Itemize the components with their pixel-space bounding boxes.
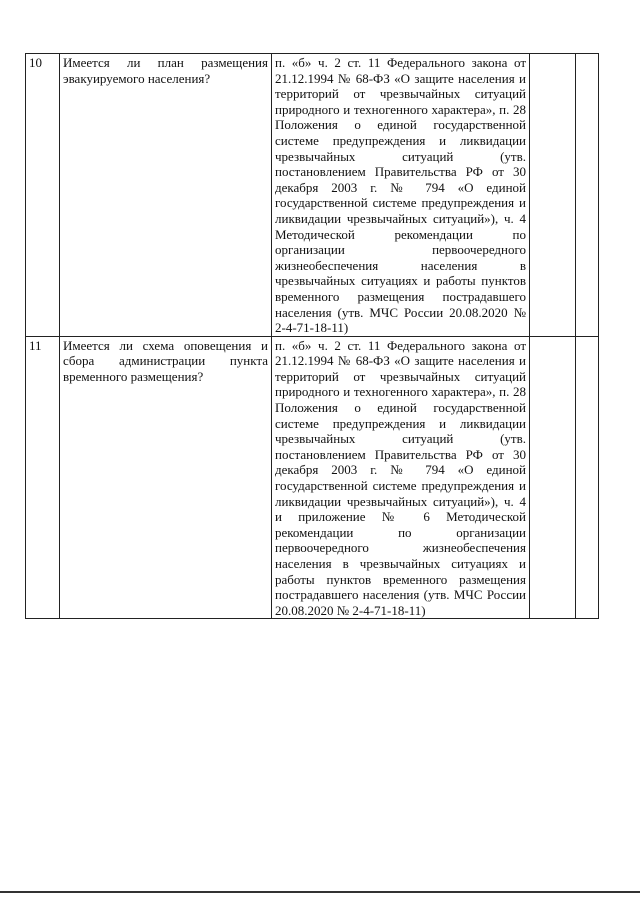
- table-row: [26, 54, 599, 337]
- question-text: Имеется ли план размещения эвакуируемого населения?: [60, 54, 272, 337]
- row-number: 10: [26, 54, 60, 337]
- page-bottom-rule: [0, 891, 640, 893]
- checklist-table: [25, 53, 599, 619]
- answer-yes-cell[interactable]: [530, 336, 576, 619]
- answer-no-cell[interactable]: [576, 336, 599, 619]
- legal-basis-text: п. «б» ч. 2 ст. 11 Федерального закона от 21.12.1994 № 68-ФЗ «О защите населения и территорий от чрезвычайных ситуаций природного и техногенного характера», п. 28 Положения о единой государственной системе предупреждения и ликвидации чрезвычайных ситуаций (утв. постановлением Правительства РФ от 30 декабря 2003 г. № 794 «О единой государственной системе предупреждения и ликвидации чрезвычайных ситуаций»), ч. 4 и приложение № 6 Методической рекомендации по организации первоочередного жизнеобеспечения населения в чрезвычайных ситуациях и работы пунктов временного размещения пострадавшего населения (утв. МЧС России 20.08.2020 № 2-4-71-18-11): [272, 336, 530, 619]
- row-number: 11: [26, 336, 60, 619]
- question-text: Имеется ли схема оповещения и сбора администрации пункта временного размещения?: [60, 336, 272, 619]
- legal-basis-text: п. «б» ч. 2 ст. 11 Федерального закона от 21.12.1994 № 68-ФЗ «О защите населения и территорий от чрезвычайных ситуаций природного и техногенного характера», п. 28 Положения о единой государственной системе предупреждения и ликвидации чрезвычайных ситуаций (утв. постановлением Правительства РФ от 30 декабря 2003 г. № 794 «О единой государственной системе предупреждения и ликвидации чрезвычайных ситуаций»), ч. 4 Методической рекомендации по организации первоочередного жизнеобеспечения населения в чрезвычайных ситуациях и работы пунктов временного размещения пострадавшего населения (утв. МЧС России 20.08.2020 № 2-4-71-18-11): [272, 54, 530, 337]
- answer-yes-cell[interactable]: [530, 54, 576, 337]
- table-row: [26, 336, 599, 619]
- answer-no-cell[interactable]: [576, 54, 599, 337]
